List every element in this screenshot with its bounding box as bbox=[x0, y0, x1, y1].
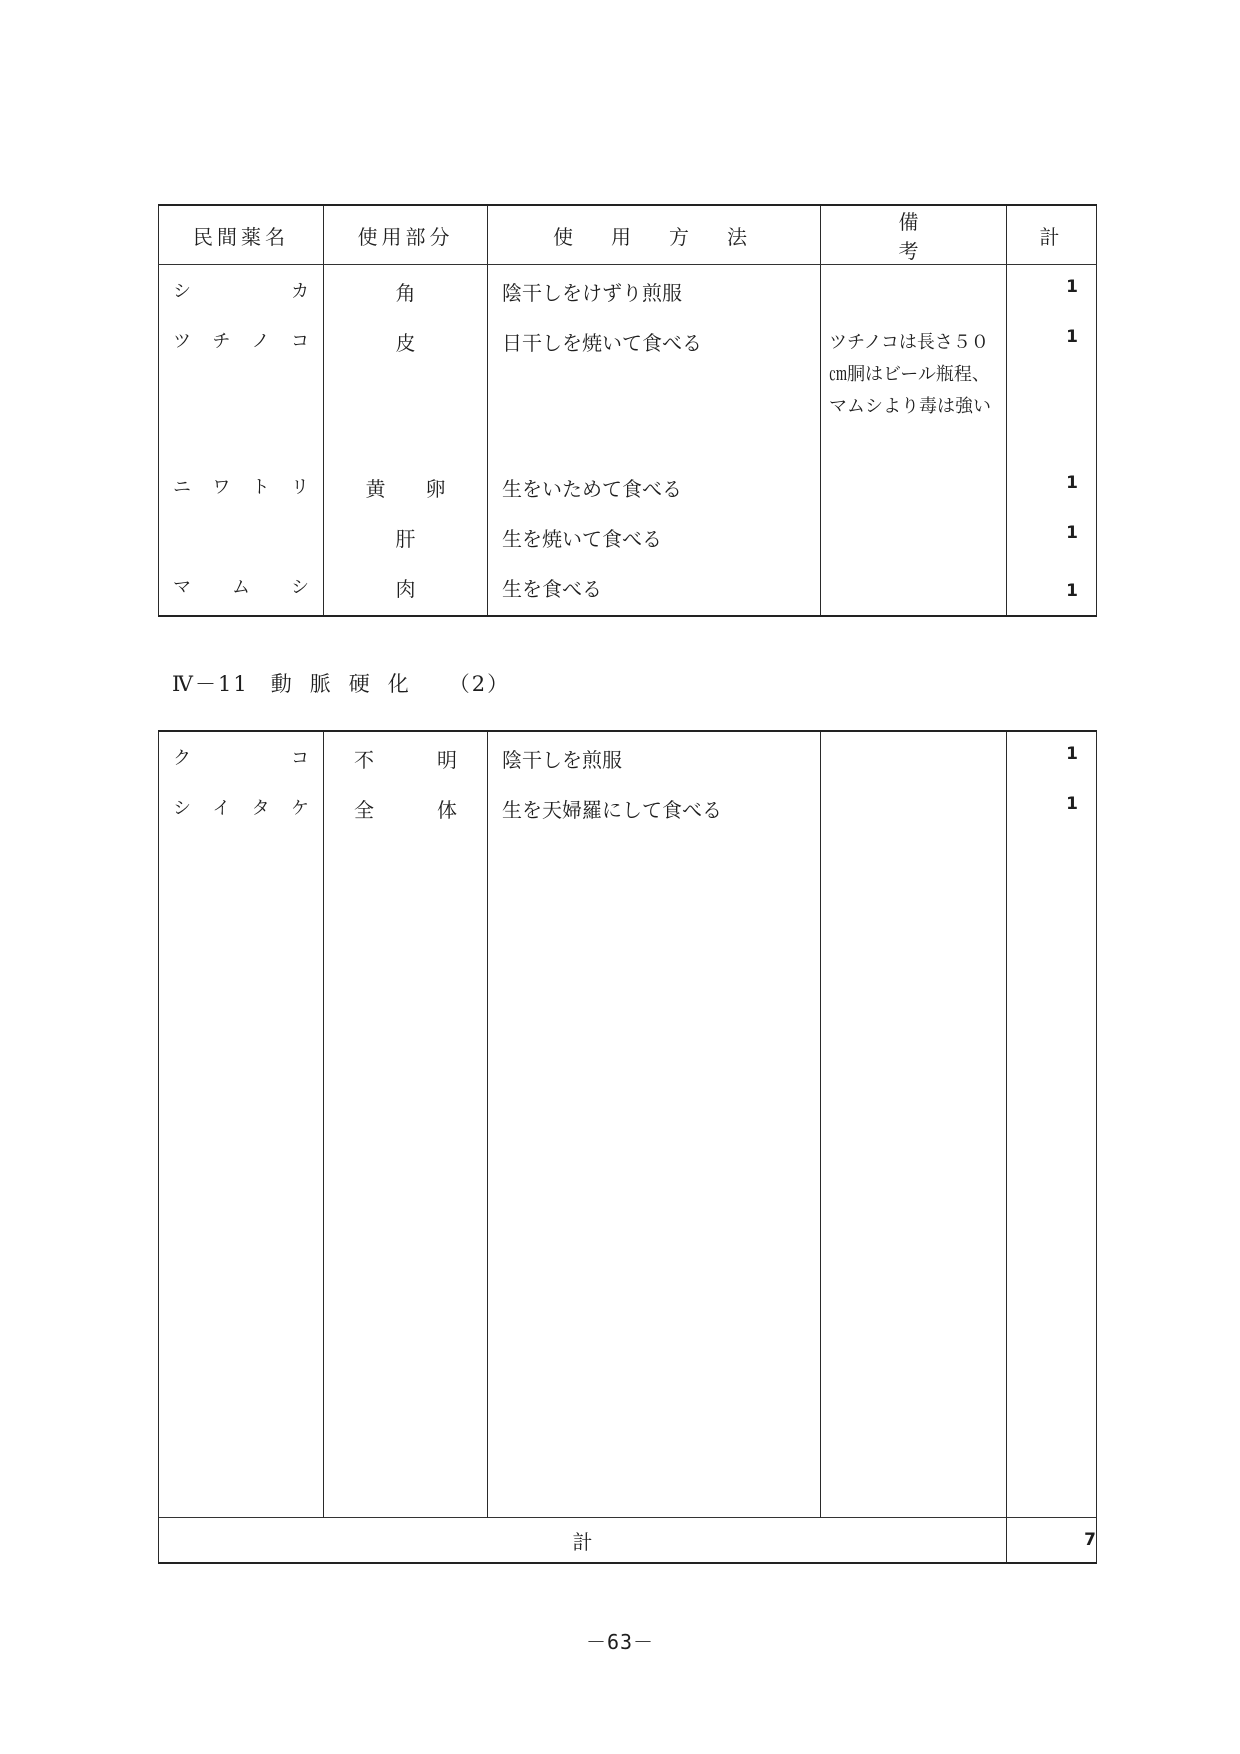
table-row bbox=[159, 782, 1097, 832]
header-part-used: 使用部分 bbox=[324, 205, 488, 265]
remedy-name: マ ム シ bbox=[173, 577, 309, 598]
empty-row bbox=[159, 832, 1097, 1518]
section-heading bbox=[172, 668, 510, 698]
count: 1 bbox=[1066, 473, 1078, 493]
table-row bbox=[159, 731, 1097, 782]
remarks bbox=[821, 265, 1006, 277]
table-row bbox=[159, 315, 1097, 461]
part-used: 肝 bbox=[395, 527, 416, 551]
remedy-name: ツ チ ノ コ bbox=[173, 331, 309, 352]
total-row bbox=[159, 1518, 1097, 1564]
usage-method: 生を天婦羅にして食べる bbox=[502, 798, 722, 822]
usage-method: 日干しを焼いて食べる bbox=[502, 331, 702, 355]
remarks bbox=[821, 511, 1006, 523]
part-used: 黄 卵 bbox=[365, 477, 446, 501]
total-label: 計 bbox=[159, 1518, 1007, 1564]
remedy-name: シ イ タ ケ bbox=[173, 798, 309, 819]
header-remedy-name: 民間薬名 bbox=[159, 205, 324, 265]
remarks: ツチノコは長さ５０㎝胴はビール瓶程、マムシより毒は強い bbox=[829, 332, 991, 417]
table-header-row bbox=[159, 205, 1097, 265]
remedy-table-1 bbox=[158, 204, 1097, 617]
part-used: 皮 bbox=[395, 331, 416, 355]
usage-method: 生をいためて食べる bbox=[502, 477, 682, 501]
remarks bbox=[821, 561, 1006, 573]
table-row bbox=[159, 511, 1097, 561]
count: 1 bbox=[1066, 581, 1078, 601]
section-number: Ⅳ－11 bbox=[172, 672, 249, 696]
count: 1 bbox=[1066, 327, 1078, 347]
usage-method: 陰干しをけずり煎服 bbox=[502, 281, 682, 305]
table-row bbox=[159, 461, 1097, 511]
part-used: 角 bbox=[395, 281, 416, 305]
remarks bbox=[821, 782, 1006, 794]
usage-method: 生を食べる bbox=[502, 577, 602, 601]
part-used: 不 明 bbox=[354, 748, 457, 772]
remarks bbox=[821, 732, 1006, 744]
remedy-table-2 bbox=[158, 730, 1097, 1564]
header-remarks: 備考 bbox=[821, 205, 1007, 265]
usage-method: 生を焼いて食べる bbox=[502, 527, 662, 551]
table-row bbox=[159, 265, 1097, 316]
count: 1 bbox=[1066, 744, 1078, 764]
count: 1 bbox=[1066, 794, 1078, 814]
part-used: 全 体 bbox=[354, 798, 457, 822]
table-row bbox=[159, 561, 1097, 616]
header-count: 計 bbox=[1007, 205, 1097, 265]
remedy-name: シ カ bbox=[173, 281, 309, 302]
header-usage-method: 使用方法 bbox=[488, 205, 821, 265]
section-title: 動脈硬化 bbox=[270, 672, 427, 696]
usage-method: 陰干しを煎服 bbox=[502, 748, 622, 772]
remedy-name: ニ ワ ト リ bbox=[173, 477, 309, 498]
total-count: 7 bbox=[1007, 1518, 1097, 1564]
remarks bbox=[821, 461, 1006, 473]
remedy-name: ク コ bbox=[173, 748, 309, 769]
count: 1 bbox=[1066, 523, 1078, 543]
remedy-name bbox=[159, 511, 323, 523]
page-number: －63－ bbox=[585, 1630, 655, 1654]
part-used: 肉 bbox=[395, 577, 416, 601]
section-suffix: （2） bbox=[448, 672, 511, 696]
count: 1 bbox=[1066, 277, 1078, 297]
